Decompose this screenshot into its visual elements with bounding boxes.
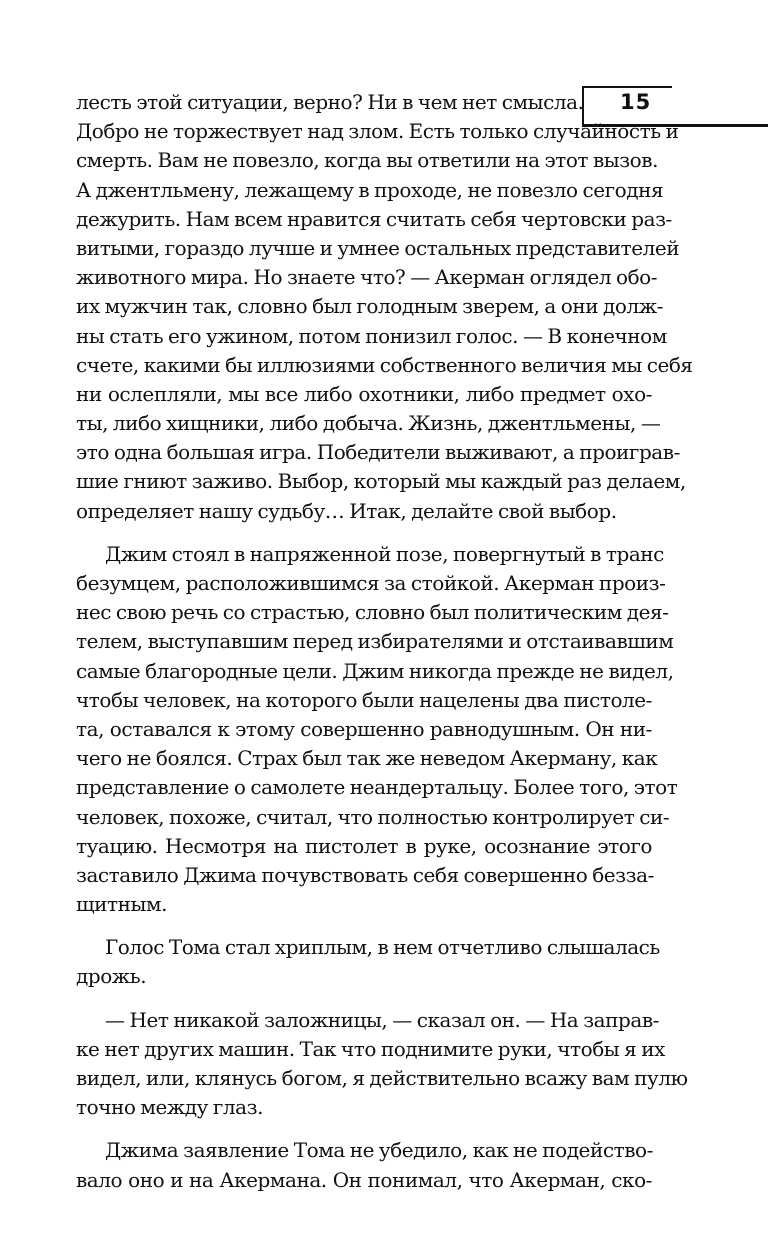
text-line: их мужчин так, словно был голодным зверем, а они долж- bbox=[76, 294, 664, 319]
text-line: определяет нашу судьбу… Итак, делайте свой выбор. bbox=[76, 498, 617, 523]
text-line: чтобы человек, на которого были нацелены два пистоле- bbox=[76, 687, 652, 712]
text-line: видел, или, клянусь богом, я действительно всажу вам пулю bbox=[76, 1066, 688, 1090]
text-line: А джентльмену, лежащему в проходе, не повезло сегодня bbox=[76, 177, 664, 202]
text-line: точно между глаз. bbox=[76, 1095, 264, 1120]
paragraph bbox=[76, 1136, 652, 1194]
text-line: человек, похоже, считал, что полностью контролирует си- bbox=[76, 804, 670, 829]
paragraph bbox=[76, 88, 693, 526]
text-line: щитным. bbox=[76, 892, 168, 917]
text-line: ты, либо хищники, либо добыча. Жизнь, джентльмены, — bbox=[76, 411, 661, 436]
page-number: 15 bbox=[620, 90, 652, 114]
text-line: Джима заявление Тома не убедило, как не подейство- bbox=[105, 1138, 653, 1163]
text-line: шие гниют заживо. Выбор, который мы каждый раз делаем, bbox=[76, 469, 686, 494]
text-line: Голос Тома стал хриплым, в нем отчетливо слышалась bbox=[105, 935, 660, 960]
text-line: витыми, гораздо лучше и умнее остальных представителей bbox=[76, 235, 680, 260]
text-line: самые благородные цели. Джим никогда прежде не видел, bbox=[76, 658, 674, 683]
text-line: Джим стоял в напряженной позе, повергнутый в транс bbox=[105, 541, 664, 566]
text-line: та, оставался к этому совершенно равнодушным. Он ни- bbox=[76, 716, 652, 741]
text-line: Добро не торжествует над злом. Есть только случайность и bbox=[76, 119, 679, 144]
text-line: представление о самолете неандертальцу. Более того, этот bbox=[76, 775, 678, 800]
paragraph bbox=[76, 1006, 688, 1123]
text-line: телем, выступавшим перед избирателями и отстаивавшим bbox=[76, 629, 674, 654]
text-line: счете, какими бы иллюзиями собственного величия мы себя bbox=[76, 352, 693, 377]
text-body bbox=[76, 88, 693, 1195]
text-line: дежурить. Нам всем нравится считать себя чертовски раз- bbox=[76, 206, 672, 231]
text-line: дрожь. bbox=[76, 964, 147, 989]
text-line: это одна большая игра. Победители выживают, а проиграв- bbox=[76, 440, 680, 465]
text-line: лесть этой ситуации, верно? Ни в чем нет смысла. bbox=[76, 90, 584, 114]
text-line: ни ослепляли, мы все либо охотники, либо предмет охо- bbox=[76, 381, 652, 406]
text-line: безумцем, расположившимся за стойкой. Акерман произ- bbox=[76, 571, 666, 595]
text-line: заставило Джима почувствовать себя совершенно безза- bbox=[76, 862, 654, 887]
text-line: вало оно и на Акермана. Он понимал, что Акерман, ско- bbox=[76, 1167, 652, 1192]
text-line: туацию. Несмотря на пистолет в руке, осознание этого bbox=[76, 833, 652, 858]
paragraph bbox=[76, 540, 678, 919]
paragraph bbox=[76, 933, 660, 991]
text-line: ке нет других машин. Так что поднимите руки, чтобы я их bbox=[76, 1036, 665, 1061]
text-line: ны стать его ужином, потом понизил голос. — В конечном bbox=[76, 323, 667, 348]
text-line: животного мира. Но знаете что? — Акерман оглядел обо- bbox=[76, 265, 658, 290]
text-line: чего не боялся. Страх был так же неведом Акерману, как bbox=[76, 746, 658, 771]
text-line: — Нет никакой заложницы, — сказал он. — На заправ- bbox=[105, 1007, 659, 1032]
text-line: нес свою речь со страстью, словно был политическим дея- bbox=[76, 600, 669, 625]
text-line: смерть. Вам не повезло, когда вы ответили на этот вызов. bbox=[76, 148, 658, 173]
